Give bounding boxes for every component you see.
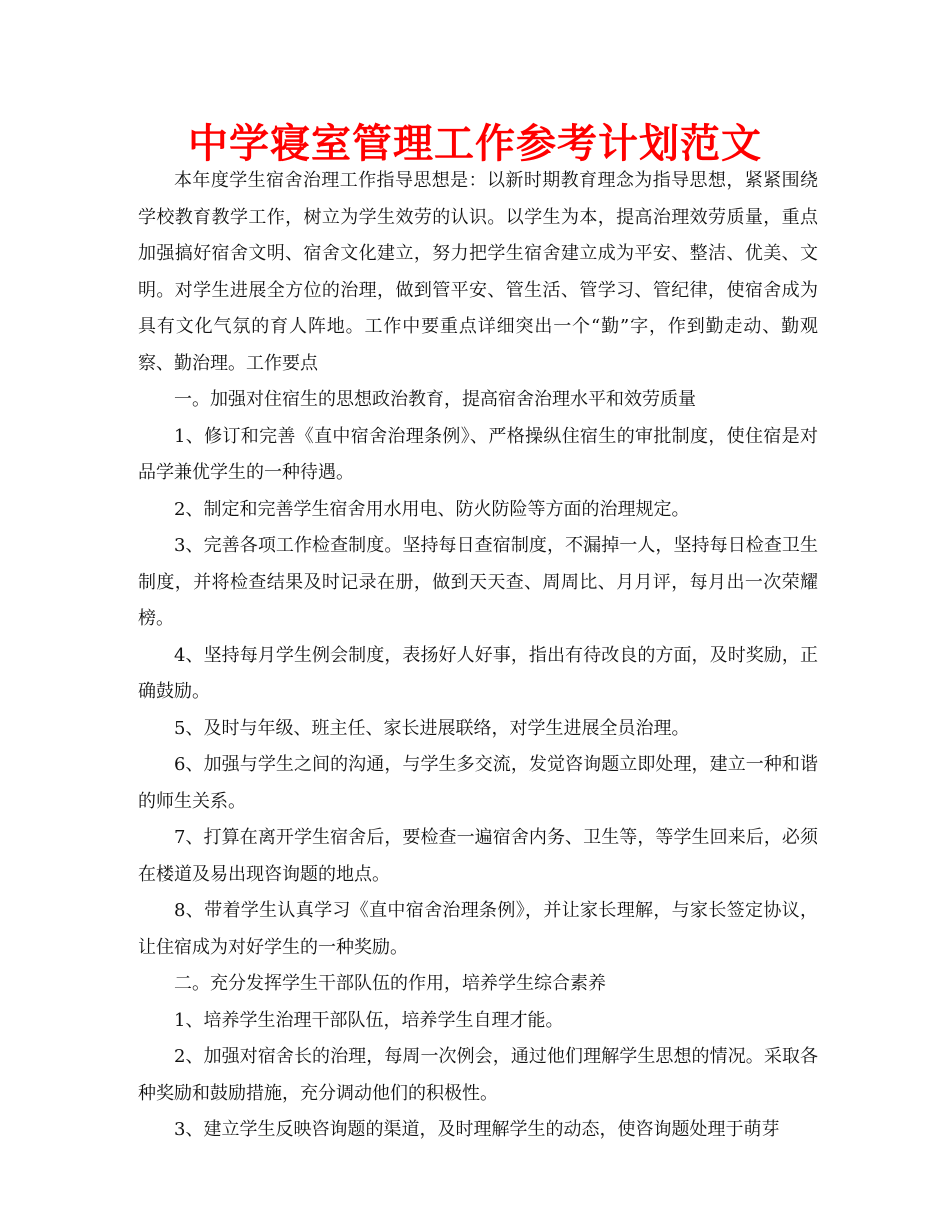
paragraph: 4、坚持每月学生例会制度，表扬好人好事，指出有待改良的方面，及时奖励，正确鼓励。 — [138, 644, 818, 702]
document-title: 中学寝室管理工作参考计划范文 — [188, 121, 762, 167]
paragraph: 2、制定和完善学生宿舍用水用电、防火防险等方面的治理规定。 — [174, 498, 690, 520]
paragraph: 8、带着学生认真学习《直中宿舍治理条例》，并让家长理解，与家长签定协议，让住宿成为对好学生的一种奖励。 — [138, 900, 818, 958]
paragraph: 1、培养学生治理干部队伍，培养学生自理才能。 — [174, 1009, 564, 1031]
paragraph: 3、完善各项工作检查制度。坚持每日查宿制度，不漏掉一人，坚持每日检查卫生制度，并将检查结果及时记录在册，做到天天查、周周比、月月评，每月出一次荣耀榜。 — [138, 535, 818, 629]
paragraph: 5、及时与年级、班主任、家长进展联络，对学生进展全员治理。 — [174, 717, 690, 739]
paragraph: 二。充分发挥学生干部队伍的作用，培养学生综合素养 — [174, 973, 606, 994]
paragraph: 3、建立学生反映咨询题的渠道，及时理解学生的动态，使咨询题处理于萌芽 — [174, 1119, 780, 1140]
paragraph: 一。加强对住宿生的思想政治教育，提高宿舍治理水平和效劳质量 — [174, 389, 696, 410]
paragraph: 7、打算在离开学生宿舍后，要检查一遍宿舍内务、卫生等，等学生回来后，必须在楼道及易出现咨询题的地点。 — [138, 827, 818, 885]
paragraph: 1、修订和完善《直中宿舍治理条例》、严格操纵住宿生的审批制度，使住宿是对品学兼优学生的一种待遇。 — [138, 425, 818, 483]
paragraph: 本年度学生宿舍治理工作指导思想是：以新时期教育理念为指导思想，紧紧围绕学校教育教学工作，树立为学生效劳的认识。以学生为本，提高治理效劳质量，重点加强搞好宿舍文明、宿舍文化建立，努力把学生宿舍建立成为平安、整洁、优美、文明。对学生进展全方位的治理，做到管平安、管生活、管学习、管纪律，使宿舍成为具有文化气氛的育人阵地。工作中要重点详细突出一个“勤”字，作到勤走动、勤观察、勤治理。工作要点 — [138, 170, 818, 374]
document-body — [138, 163, 818, 1149]
paragraph: 6、加强与学生之间的沟通，与学生多交流，发觉咨询题立即处理，建立一种和谐的师生关系。 — [138, 754, 818, 812]
paragraph: 2、加强对宿舍长的治理，每周一次例会，通过他们理解学生思想的情况。采取各种奖励和鼓励措施，充分调动他们的积极性。 — [138, 1046, 818, 1104]
